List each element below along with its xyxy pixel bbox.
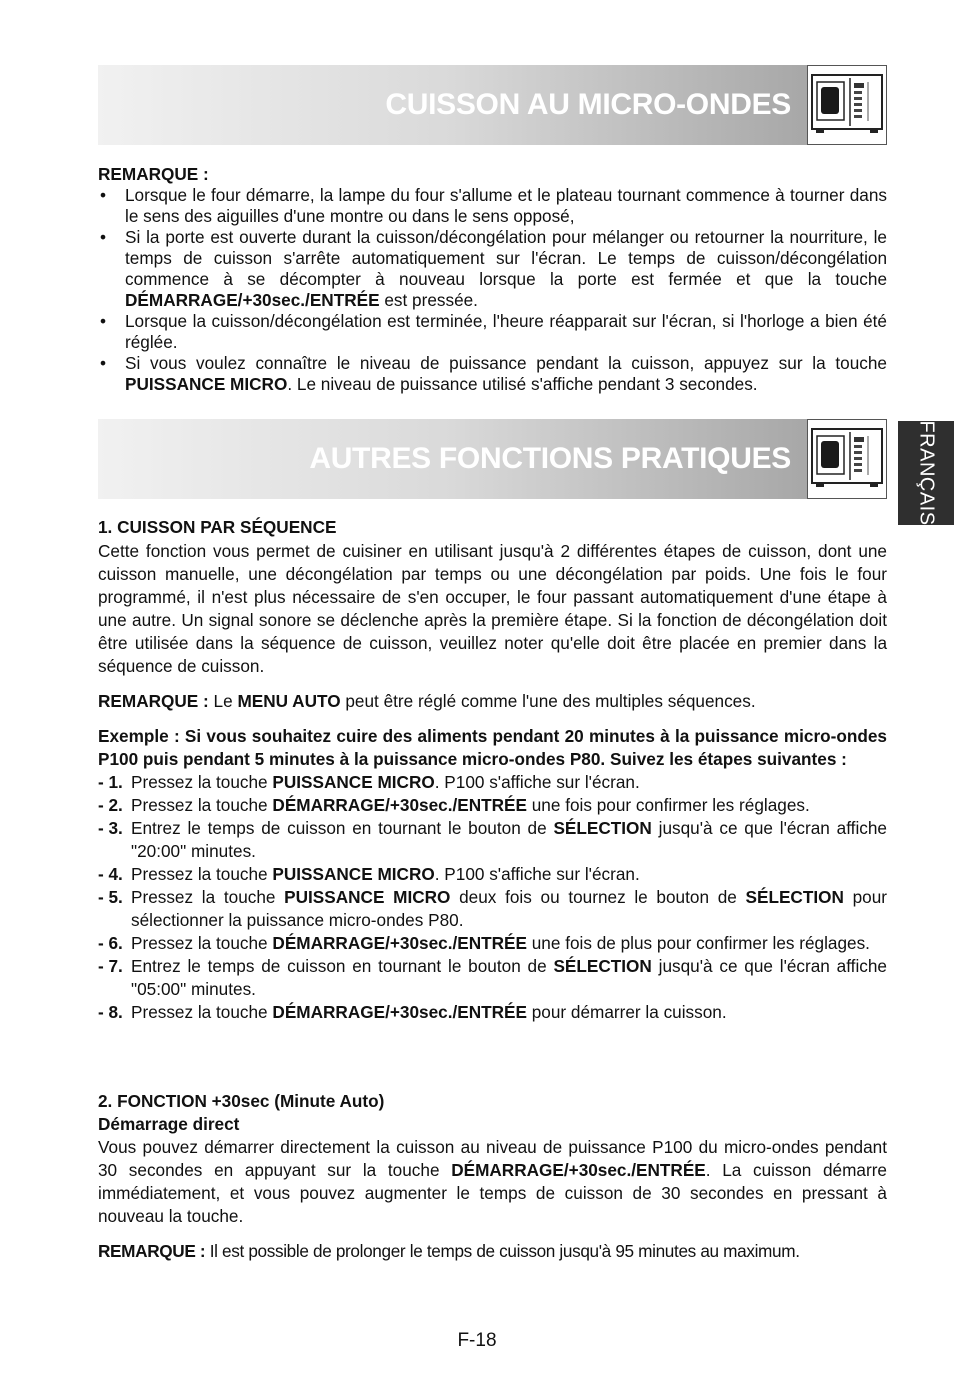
steps-list	[98, 771, 887, 1024]
key-name: DÉMARRAGE/+30sec./ENTRÉE	[125, 290, 380, 310]
step-text: jusqu'à ce que l'écran affiche "20:00" minutes.	[131, 818, 887, 861]
step-text: Pressez la touche	[131, 933, 273, 953]
step-number: - 4.	[98, 864, 123, 884]
step-item	[98, 1001, 887, 1024]
step-text: . P100 s'affiche sur l'écran.	[434, 772, 640, 792]
step-number: - 1.	[98, 772, 123, 792]
step-text: Pressez la touche	[131, 1002, 273, 1022]
banner-title: AUTRES FONCTIONS PRATIQUES	[309, 442, 791, 475]
key-name: PUISSANCE MICRO	[272, 772, 435, 792]
step-number: - 2.	[98, 795, 123, 815]
step-text: pour sélectionner la puissance micro-ondes P80.	[131, 887, 887, 930]
step-text: deux fois ou tournez le bouton de	[450, 887, 746, 907]
key-name: DÉMARRAGE/+30sec./ENTRÉE	[272, 1002, 527, 1022]
list-item	[98, 311, 887, 353]
step-text: . P100 s'affiche sur l'écran.	[434, 864, 640, 884]
key-name: DÉMARRAGE/+30sec./ENTRÉE	[272, 933, 527, 953]
step-text: Pressez la touche	[131, 864, 273, 884]
key-name: PUISSANCE MICRO	[272, 864, 435, 884]
paragraph-text: . La cuisson démarre immédiatement, et vous pouvez augmenter le temps de cuisson de 30 secondes en pressant à nouveau la touche.	[98, 1160, 887, 1226]
step-text: une fois de plus pour confirmer les réglages.	[526, 933, 870, 953]
key-name: SÉLECTION	[553, 818, 652, 838]
key-name: DÉMARRAGE/+30sec./ENTRÉE	[451, 1160, 706, 1180]
section-heading: 2. FONCTION +30sec (Minute Auto)	[98, 1091, 385, 1111]
step-number: - 8.	[98, 1002, 123, 1022]
section-subheading: Démarrage direct	[98, 1114, 240, 1134]
language-tab	[898, 421, 954, 525]
list-item-text: Si vous voulez connaître le niveau de puissance pendant la cuisson, appuyez sur la touche	[125, 353, 887, 373]
section-note	[98, 1241, 887, 1262]
key-name: DÉMARRAGE/+30sec./ENTRÉE	[272, 795, 527, 815]
note-text: Il est possible de prolonger le temps de cuisson jusqu'à 95 minutes au maximum.	[205, 1241, 800, 1261]
step-number: - 7.	[98, 956, 123, 976]
page-number: F-18	[457, 1330, 497, 1351]
key-name: MENU AUTO	[237, 691, 341, 711]
step-text: Pressez la touche	[131, 887, 285, 907]
step-number: - 6.	[98, 933, 123, 953]
paragraph-text: Vous pouvez démarrer directement la cuisson au niveau de puissance P100 du micro-ondes pendant 30 secondes en appuyant sur la touche	[98, 1137, 887, 1180]
step-item	[98, 886, 887, 932]
key-name: SÉLECTION	[745, 887, 844, 907]
section-heading: 1. CUISSON PAR SÉQUENCE	[98, 517, 337, 537]
step-text: jusqu'à ce que l'écran affiche "05:00" minutes.	[131, 956, 887, 999]
section-paragraph: Cette fonction vous permet de cuisiner en utilisant jusqu'à 2 différentes étapes de cuisson, dont une cuisson manuelle, une décongélation par temps ou une décongélation par poids. Une fois le four programmé, il n'est plus nécessaire de s'en occuper, le four passant automatiquement d'une étape à une autre. Un signal sonore se déclenche après la première étape. Si la fonction de décongélation doit être utilisée dans la séquence de cuisson, veuillez noter qu'elle doit être placée en premier dans la séquence de cuisson.	[98, 541, 887, 676]
list-item	[98, 185, 887, 227]
key-name: PUISSANCE MICRO	[284, 887, 451, 907]
step-text: Entrez le temps de cuisson en tournant le bouton de	[131, 818, 554, 838]
remarque-block	[98, 164, 887, 395]
section-paragraph	[98, 1136, 887, 1228]
step-item	[98, 955, 887, 1001]
list-item-text: Lorsque la cuisson/décongélation est terminée, l'heure réapparait sur l'écran, si l'horloge a bien été réglée.	[125, 311, 887, 352]
step-item	[98, 817, 887, 863]
remarque-list	[98, 185, 887, 395]
section-note	[98, 691, 887, 712]
key-name: SÉLECTION	[553, 956, 652, 976]
list-item-text: Si la porte est ouverte durant la cuisson/décongélation pour mélanger ou retourner la nourriture, le temps de cuisson s'arrête automatiquement sur l'écran. Le temps de cuisson/décongélation commence à se décompter à nouveau lorsque la porte est fermée et que la touche	[125, 227, 887, 289]
list-item	[98, 227, 887, 311]
note-label: REMARQUE :	[98, 691, 209, 711]
step-text: Pressez la touche	[131, 795, 273, 815]
key-name: PUISSANCE MICRO	[125, 374, 288, 394]
remarque-label: REMARQUE :	[98, 164, 209, 184]
microwave-icon	[807, 419, 887, 499]
example-heading: Exemple : Si vous souhaitez cuire des aliments pendant 20 minutes à la puissance micro-ondes P100 puis pendant 5 minutes à la puissance micro-ondes P80. Suivez les étapes suivantes :	[98, 726, 887, 769]
note-label: REMARQUE :	[98, 1241, 206, 1261]
section-sequence-cooking	[98, 517, 887, 1024]
section-banner-microwave	[98, 65, 887, 145]
note-text: peut être réglé comme l'une des multiples séquences.	[340, 691, 756, 711]
step-text: Pressez la touche	[131, 772, 273, 792]
step-item	[98, 794, 887, 817]
step-text: une fois pour confirmer les réglages.	[526, 795, 810, 815]
list-item-text: Lorsque le four démarre, la lampe du four s'allume et le plateau tournant commence à tourner dans le sens des aiguilles d'une montre ou dans le sens opposé,	[125, 185, 887, 226]
list-item-text: est pressée.	[379, 290, 478, 310]
language-tab-label: FRANÇAIS	[915, 420, 938, 526]
step-item	[98, 932, 887, 955]
step-number: - 3.	[98, 818, 123, 838]
section-plus30	[98, 1090, 887, 1262]
banner-title: CUISSON AU MICRO-ONDES	[385, 88, 791, 121]
note-text: Le	[208, 691, 238, 711]
section-banner-other-functions	[98, 419, 887, 499]
step-item	[98, 771, 887, 794]
step-text: pour démarrer la cuisson.	[526, 1002, 727, 1022]
list-item	[98, 353, 887, 395]
step-text: Entrez le temps de cuisson en tournant le bouton de	[131, 956, 554, 976]
step-item	[98, 863, 887, 886]
list-item-text: . Le niveau de puissance utilisé s'affiche pendant 3 secondes.	[287, 374, 758, 394]
step-number: - 5.	[98, 887, 123, 907]
microwave-icon	[807, 65, 887, 145]
